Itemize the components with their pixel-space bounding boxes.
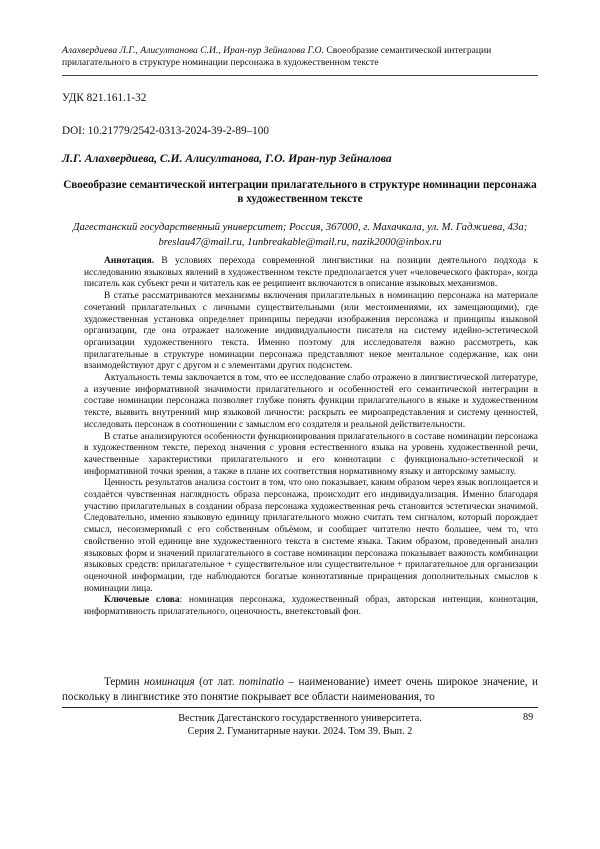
keywords-label: Ключевые слова	[104, 595, 180, 606]
term-nominatsiya: номинация	[144, 676, 195, 688]
running-header-title: Своеобразие семантической интеграции прилагательного в структуре номинации персонажа в художественном тексте	[62, 45, 492, 68]
journal-series: Серия 2. Гуманитарные науки. 2024. Том 39. Вып. 2	[187, 726, 413, 737]
doi: DOI: 10.21779/2542-0313-2024-39-2-89–100	[62, 125, 269, 137]
header-divider	[62, 75, 538, 76]
journal-name: Вестник Дагестанского государственного университета.	[178, 713, 422, 724]
abstract-paragraph: Ценность результатов анализа состоит в том, что оно показывает, каким образом через язык воплощается и создаётся чувственная наглядность образа персонажа, происходит его индивидуализация. Именно благодаря участию прилагательных в создании образа персонажа художественная речь становится эстетически значимой. Следовательно, именно языковую единицу прилагательного можно считать тем сигналом, который порождает смысл, несоизмеримый с его собственным объёмом, и сообщает читателю нечто большее, чем то, что свойственно этой единице вне художественного текста в системе языка. Таким образом, проведенный анализ языковых форм и значений прилагательного в составе номинации персонажа показывает важность комбинации языковых средств: прилагательное + существительное или существительное + прилагательное для организации оценочной информации, где наблюдаются богатые коннотативные приращения дополнительных смыслов к номинации лица.	[84, 478, 538, 594]
abstract-paragraph: Аннотация. В условиях перехода современной лингвистики на позиции деятельного подхода к исследованию языковых явлений в художественном тексте предполагается учет «человеческого фактора», когда писатель как субъект речи и читатель как ее реципиент включаются в описание языковых механизмов.	[84, 256, 538, 290]
latin-term: nominatio	[239, 676, 284, 688]
abstract-label: Аннотация.	[104, 256, 155, 266]
running-header-authors: Алахвердиева Л.Г., Алисултанова С.И., Иран-пур Зейналова Г.О.	[62, 45, 324, 56]
abstract-paragraph: Актуальность темы заключается в том, что ее исследование слабо отражено в лингвистической литературе, а изучение информативной значимости прилагательного и особенностей его семантической интеграции в составе номинации персонажа позволяет глубже понять функции прилагательного в языке и художественном тексте, выявить внутренний мир языковой личности: раскрыть ее мироапредставления и систему ценностей, исследовать персонаж в соотношении с замыслом его создателя и реальной действительности.	[84, 373, 538, 430]
keywords-text: : номинация персонажа, художественный образ, авторская интенция, коннотация, информативность прилагательного, оценочность, внетекстовый фон.	[84, 595, 538, 618]
affiliation: Дагестанский государственный университет; Россия, 367000, г. Махачкала, ул. М. Гаджиева, 43а; breslau47@mail.ru, 1unbreakable@mail.ru, nazik2000@inbox.ru	[72, 221, 528, 248]
keywords	[84, 595, 538, 618]
body-text	[62, 675, 538, 705]
page-number: 89	[523, 712, 534, 723]
body-paragraph: Термин номинация (от лат. nominatio – наименование) имеет очень широкое значение, и поскольку в лингвистике это понятие покрывает все области наименования, то	[62, 676, 538, 703]
running-header	[62, 45, 538, 69]
abstract	[84, 256, 538, 619]
abstract-paragraph: В статье анализируются особенности функционирования прилагательного в составе номинации персонажа в художественном тексте, переход значения с уровня естественного языка на уровень художественной речи, качественные характеристики прилагательного и его коннотации с функционально-эстетической и информативной точки зрения, а также в плане их соответствия нормативному языку и авторскому замыслу.	[84, 431, 538, 477]
article-title: Своеобразие семантической интеграции прилагательного в структуре номинации персонажа в художественном тексте	[63, 179, 537, 205]
udc-code: УДК 821.161.1-32	[62, 92, 147, 104]
footer-divider	[62, 707, 538, 708]
article-authors: Л.Г. Алахвердиева, С.И. Алисултанова, Г.О. Иран-пур Зейналова	[62, 152, 392, 165]
abstract-paragraph: В статье рассматриваются механизмы включения прилагательных в номинацию персонажа на материале сочетаний прилагательных с личными существительными (или местоимениями, их замещающими), где художественная установка определяет принципы передачи изображения персонажа и принципы языковой организации, где она отражает наложение индивидуальности писателя на систему идейно-эстетической организации художественного текста. Именно поэтому для исследователя важно рассмотреть, как прилагательные в структуре номинации персонажа представляют некое ментальное содержание, как они взаимодействуют друг с другом и с элементами других подсистем.	[84, 291, 538, 372]
journal-footer	[62, 712, 538, 738]
